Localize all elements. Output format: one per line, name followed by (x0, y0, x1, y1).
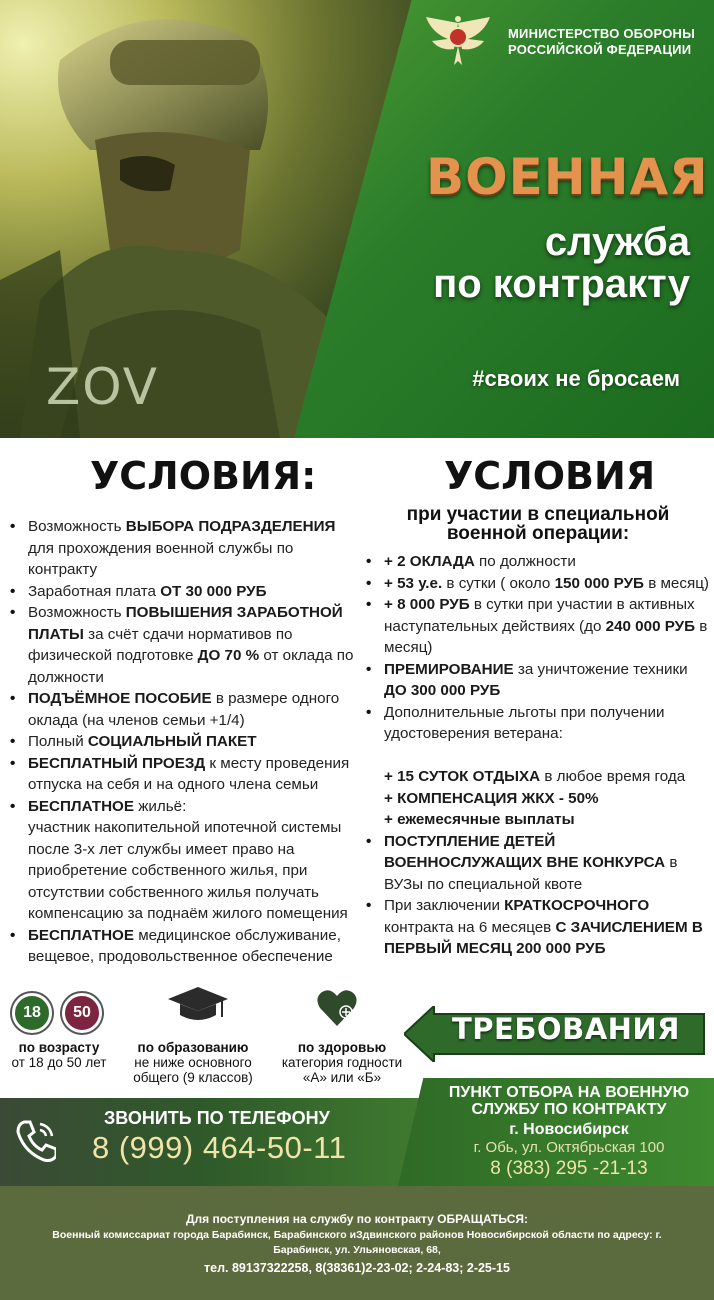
list-text: Полный (28, 733, 88, 750)
list-text: за уничтожение техники (513, 660, 688, 678)
list-text: в сутки при участии в активных наступательных действиях (до (384, 596, 695, 635)
highlight-text: ПРЕМИРОВАНИЕ (384, 660, 514, 678)
conditions-right-list (362, 551, 712, 960)
conditions-left-heading: УСЛОВИЯ: (90, 454, 317, 498)
highlight-text: + 2 ОКЛАДА (384, 553, 475, 570)
highlight-text: + 8 000 РУБ (384, 596, 470, 613)
list-item (362, 573, 712, 595)
call-label: ЗВОНИТЬ ПО ТЕЛЕФОНУ (104, 1108, 330, 1128)
list-text: для прохождения военной службы по контракту (28, 539, 294, 578)
highlight-text: ПОСТУПЛЕНИЕ ДЕТЕЙ ВОЕННОСЛУЖАЩИХ ВНЕ КОНКУРСА (384, 832, 666, 871)
list-text: контракта на 6 месяцев (384, 918, 556, 936)
highlight-text: С ЗАЧИСЛЕНИЕМ В ПЕРВЫЙ МЕСЯЦ 200 000 РУБ (384, 918, 703, 957)
graduation-cap-icon (166, 985, 230, 1025)
highlight-text: ВЫБОРА ПОДРАЗДЕЛЕНИЯ (125, 518, 336, 535)
age-badge-50: 50 (62, 993, 102, 1033)
list-item (362, 895, 712, 960)
list-text: в сутки ( около (442, 574, 555, 592)
call-phone-number[interactable]: 8 (999) 464-50-11 (92, 1130, 347, 1165)
education-requirement (120, 1040, 266, 1085)
list-text: медицинское обслуживание, вещевое, продовольственное обеспечение (28, 926, 341, 965)
point-city: г. Новосибирск (509, 1121, 629, 1138)
list-item (362, 766, 712, 788)
heart-health-icon (316, 988, 358, 1028)
military-emblem-icon (418, 13, 498, 71)
highlight-text: СОЦИАЛЬНЫЙ ПАКЕТ (87, 733, 257, 750)
ministry-line-2: РОССИЙСКОЙ ФЕДЕРАЦИИ (508, 42, 692, 57)
list-item (6, 817, 358, 925)
list-item (6, 925, 358, 968)
age-badge-18: 18 (12, 993, 52, 1033)
highlight-text: БЕСПЛАТНОЕ (28, 797, 134, 815)
highlight-text: БЕСПЛАТНЫЙ ПРОЕЗД (28, 754, 206, 772)
list-item (362, 551, 712, 573)
highlight-text: 240 000 РУБ (605, 617, 696, 635)
highlight-text: ДО 70 % (197, 647, 260, 664)
highlight-text: + 53 у.е. (384, 574, 443, 592)
edu-req-line-3: общего (9 классов) (133, 1070, 253, 1085)
health-req-line-2: категория годности (281, 1055, 403, 1070)
health-req-line-3: «А» или «Б» (302, 1070, 382, 1085)
footer-line-2: Военный комиссариат города Барабинск, Барабинского иЗдвинского районов Новосибирской области по адресу: г. (52, 1229, 662, 1241)
point-title-line-2: СЛУЖБУ ПО КОНТРАКТУ (471, 1101, 667, 1118)
list-text: Дополнительные льготы при получении удостоверения ветерана: (384, 703, 665, 742)
list-text: в месяц) (643, 574, 709, 592)
list-text: от оклада по должности (28, 647, 354, 686)
list-text: к месту проведения отпуска на себя и на одного члена семьи (28, 754, 350, 793)
age-requirement (4, 1040, 114, 1070)
list-text: в ВУЗы по специальной квоте (384, 854, 678, 893)
highlight-text: БЕСПЛАТНОЕ (28, 926, 134, 944)
list-text: за счёт сдачи нормативов по физической подготовке (28, 625, 293, 664)
ministry-block (418, 12, 708, 72)
list-text: Заработная плата (28, 582, 161, 600)
list-item (362, 659, 712, 702)
phone-icon (16, 1118, 56, 1162)
list-item (362, 702, 712, 745)
highlight-text: 150 000 РУБ (554, 574, 644, 592)
footer-line-3: Барабинск, ул. Ульяновская, 68, (273, 1244, 441, 1256)
list-text: в месяц) (384, 617, 708, 656)
list-text: участник накопительной ипотечной системы после 3-х лет службы имеет право на приобретение собственного жилья, при отсутствии собственного жилья получать компенсацию за поднаём жилого помещения (28, 819, 348, 922)
list-text: жильё: (134, 797, 187, 815)
age-req-line-1: по возрасту (18, 1040, 100, 1055)
highlight-text: КРАТКОСРОЧНОГО (504, 897, 650, 914)
list-item (362, 745, 712, 767)
footer-line-1: Для поступления на службу по контракту ОБРАЩАТЬСЯ: (185, 1212, 528, 1226)
edu-req-line-2: не ниже основного (134, 1055, 252, 1070)
title-main: ВОЕННАЯ (426, 148, 709, 206)
list-item (362, 809, 712, 831)
conditions-right-subheading: при участии в специальной военной операции: (406, 504, 670, 544)
conditions-right-heading: УСЛОВИЯ (444, 454, 656, 498)
conditions-left-list (6, 516, 358, 968)
point-phone-number[interactable]: 8 (383) 295 -21-13 (490, 1158, 648, 1179)
title-line-2: служба (544, 220, 690, 264)
list-item (362, 788, 712, 810)
list-item (6, 731, 358, 753)
footer (0, 1186, 714, 1300)
list-text: Возможность (28, 518, 126, 535)
list-text: по должности (474, 553, 576, 570)
list-item (362, 831, 712, 896)
ministry-line-1: МИНИСТЕРСТВО ОБОРОНЫ (508, 26, 696, 41)
highlight-text: ПОДЪЁМНОЕ ПОСОБИЕ (28, 690, 212, 707)
title-line-3: по контракту (433, 262, 690, 306)
age-req-line-2: от 18 до 50 лет (11, 1055, 107, 1070)
highlight-text: + ежемесячные выплаты (384, 811, 575, 828)
hero-banner (0, 0, 714, 438)
list-item (6, 602, 358, 688)
list-text: При заключении (384, 897, 505, 914)
selection-point-title (430, 1084, 708, 1118)
health-req-line-1: по здоровью (297, 1040, 387, 1055)
patch-text: ZOV (46, 358, 159, 416)
list-item (6, 688, 358, 731)
point-title-line-1: ПУНКТ ОТБОРА НА ВОЕННУЮ (448, 1084, 690, 1101)
list-item (6, 796, 358, 818)
edu-req-line-1: по образованию (137, 1040, 249, 1055)
highlight-text: + КОМПЕНСАЦИЯ ЖКХ - 50% (384, 789, 599, 807)
list-item (362, 594, 712, 659)
list-item (6, 753, 358, 796)
requirements-label: ТРЕБОВАНИЯ (451, 1012, 681, 1046)
footer-line-4: тел. 89137322258, 8(38361)2-23-02; 2-24-83; 2-25-15 (204, 1261, 510, 1275)
list-item (6, 581, 358, 603)
list-text: в размере одного оклада (на членов семьи +1/4) (28, 690, 340, 729)
highlight-text: ОТ 30 000 РУБ (160, 582, 267, 600)
highlight-text: ПОВЫШЕНИЯ ЗАРАБОТНОЙ ПЛАТЫ (28, 604, 343, 643)
point-address: г. Обь, ул. Октябрьская 100 (473, 1139, 665, 1156)
highlight-text: ДО 300 000 РУБ (384, 682, 501, 699)
hashtag: #своих не бросаем (472, 366, 680, 391)
health-requirement (272, 1040, 412, 1085)
list-text: в любое время года (540, 768, 686, 785)
highlight-text: + 15 СУТОК ОТДЫХА (384, 768, 541, 785)
list-text: Возможность (28, 604, 126, 621)
list-item (6, 516, 358, 581)
